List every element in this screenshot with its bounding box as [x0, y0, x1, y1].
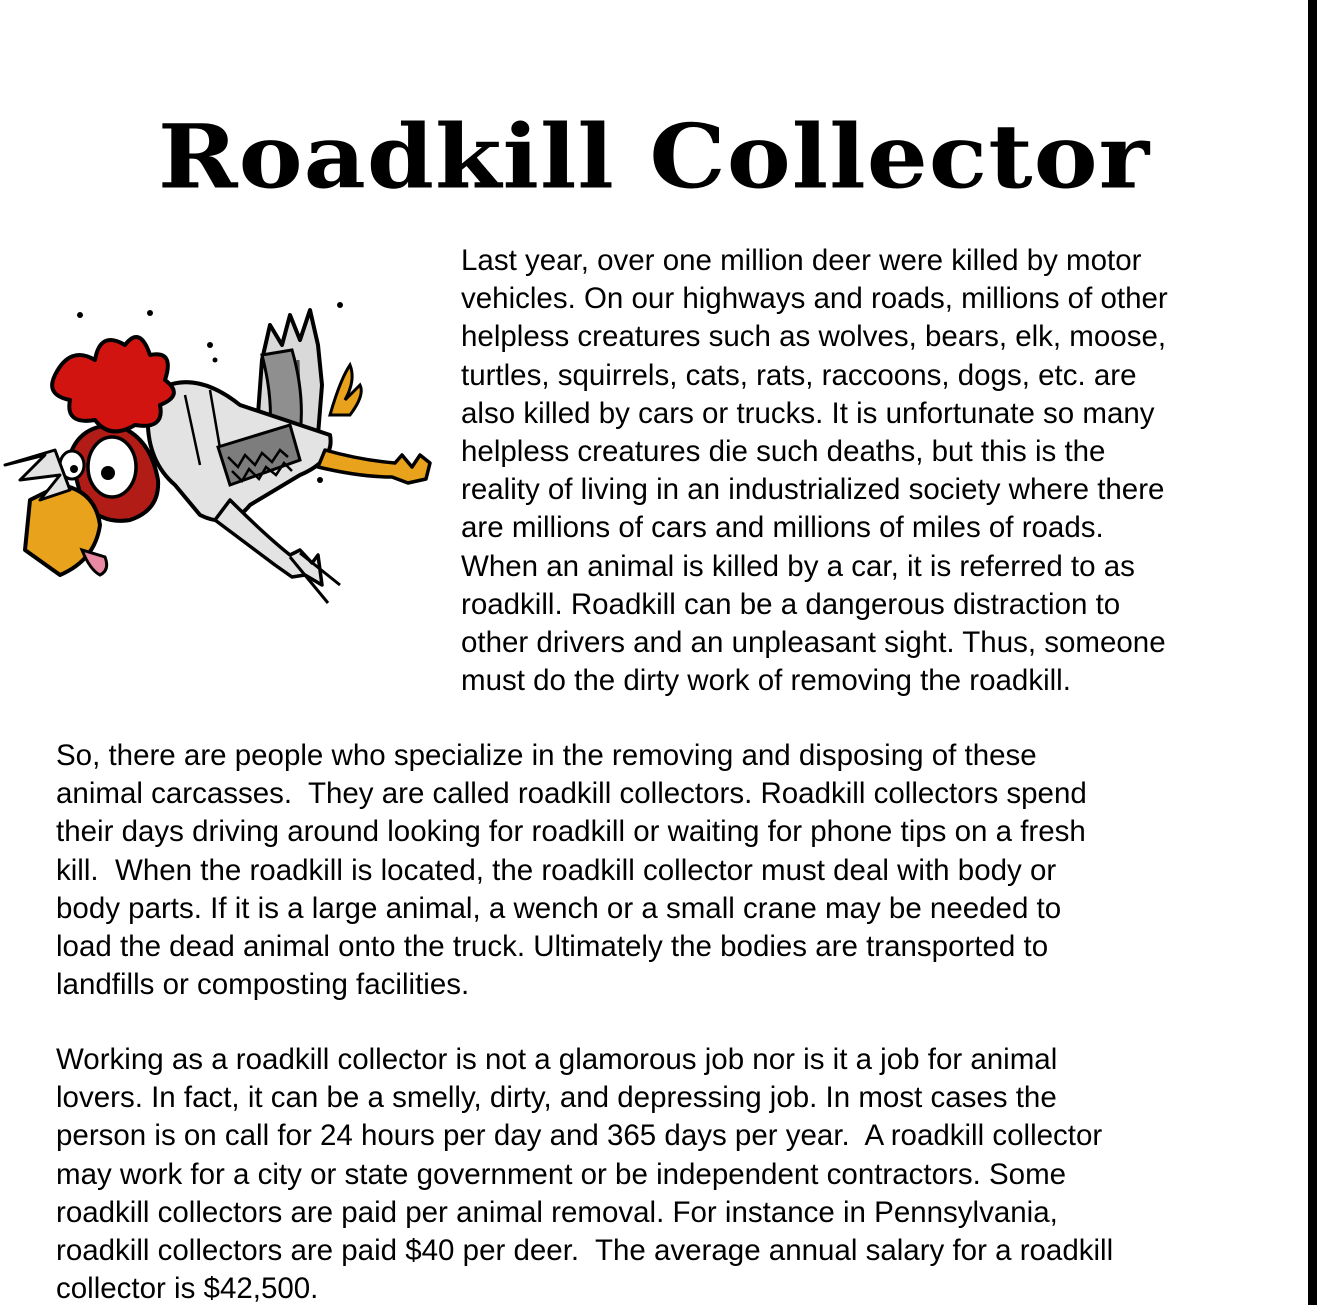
- duties-paragraph: [56, 737, 1296, 1004]
- text-line: vehicles. On our highways and roads, millions of other: [461, 282, 1168, 316]
- text-line: may work for a city or state government or be independent contractors. Some: [56, 1157, 1067, 1191]
- text-line: roadkill. Roadkill can be a dangerous distraction to: [461, 587, 1121, 621]
- text-line: helpless creatures die such deaths, but this is the: [461, 435, 1106, 469]
- text-line: Last year, over one million deer were killed by motor: [461, 244, 1142, 277]
- text-line: roadkill collectors are paid $40 per deer. The average annual salary for a roadkill: [56, 1234, 1114, 1268]
- text-line: load the dead animal onto the truck. Ultimately the bodies are transported to: [56, 930, 1049, 964]
- text-line: reality of living in an industrialized society where there: [461, 473, 1165, 507]
- text-line: kill. When the roadkill is located, the roadkill collector must deal with body or: [56, 853, 1057, 887]
- page-title: Roadkill Collector: [157, 104, 1151, 209]
- text-line: lovers. In fact, it can be a smelly, dirty, and depressing job. In most cases the: [56, 1081, 1057, 1115]
- text-line: collector is $42,500.: [56, 1272, 319, 1306]
- page-edge-bar: [1308, 0, 1317, 1305]
- text-line: Working as a roadkill collector is not a glamorous job nor is it a job for animal: [56, 1043, 1058, 1076]
- salary-paragraph: [56, 1041, 1296, 1308]
- text-line: turtles, squirrels, cats, rats, raccoons, dogs, etc. are: [461, 358, 1137, 392]
- text-line: person is on call for 24 hours per day and 365 days per year. A roadkill collector: [56, 1119, 1103, 1153]
- text-line: other drivers and an unpleasant sight. Thus, someone: [461, 626, 1166, 660]
- text-line: When an animal is killed by a car, it is referred to as: [461, 549, 1135, 583]
- text-line: So, there are people who specialize in the removing and disposing of these: [56, 739, 1037, 772]
- text-line: helpless creatures such as wolves, bears, elk, moose,: [461, 320, 1167, 354]
- intro-paragraph: [461, 242, 1271, 700]
- text-line: roadkill collectors are paid per animal removal. For instance in Pennsylvania,: [56, 1195, 1058, 1229]
- text-line: are millions of cars and millions of miles of roads.: [461, 511, 1104, 545]
- text-line: landfills or composting facilities.: [56, 968, 470, 1002]
- roadkill-chicken-icon: [0, 285, 450, 615]
- text-line: must do the dirty work of removing the roadkill.: [461, 664, 1071, 698]
- text-line: their days driving around looking for roadkill or waiting for phone tips on a fresh: [56, 815, 1086, 849]
- text-line: body parts. If it is a large animal, a wench or a small crane may be needed to: [56, 891, 1062, 925]
- text-line: also killed by cars or trucks. It is unfortunate so many: [461, 396, 1155, 430]
- text-line: animal carcasses. They are called roadkill collectors. Roadkill collectors spend: [56, 777, 1087, 811]
